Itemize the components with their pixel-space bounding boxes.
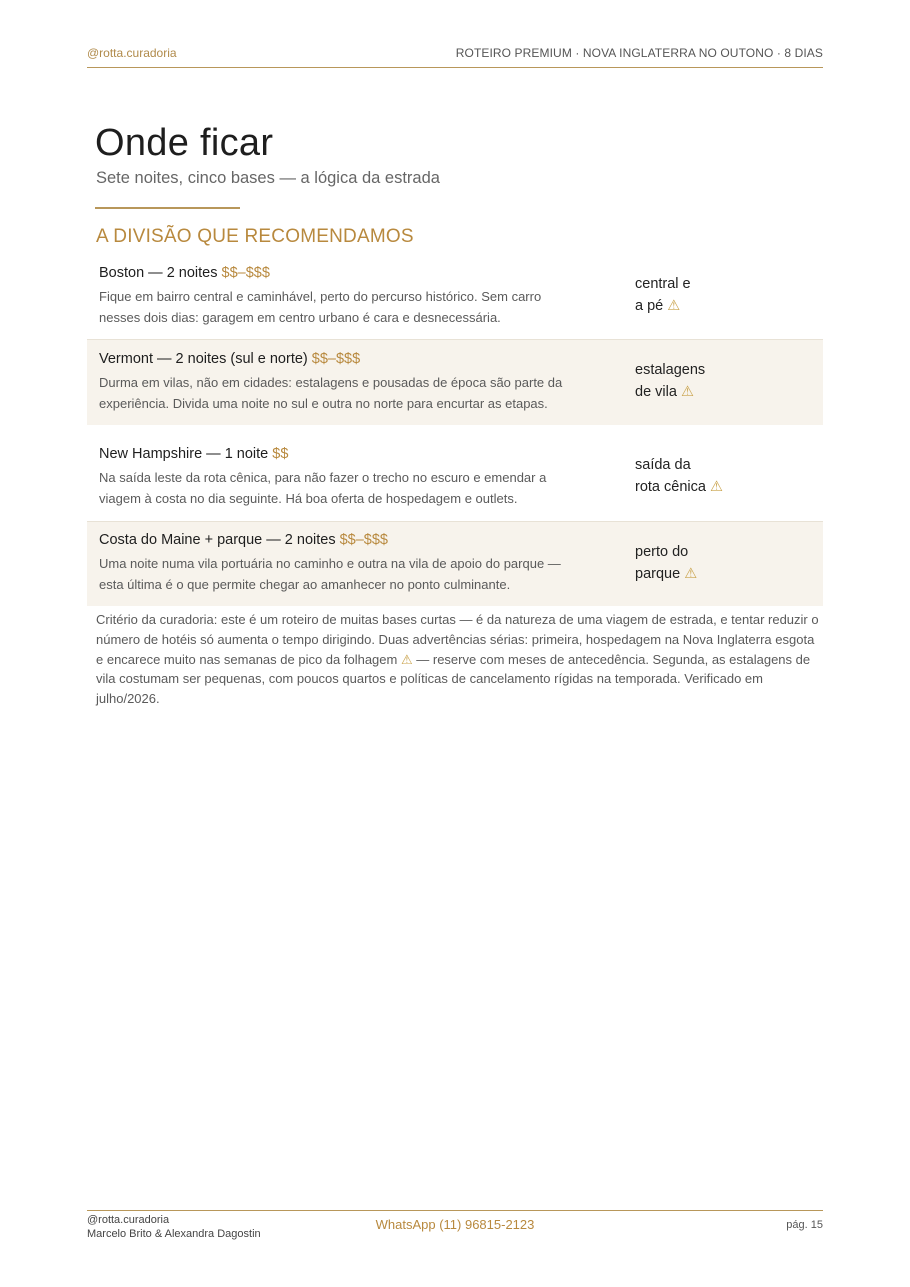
lodging-place <box>99 265 270 281</box>
place-name: Boston — 2 noites <box>99 265 218 281</box>
tag-line: estalagens <box>635 362 706 378</box>
lodging-place <box>99 351 360 367</box>
tag-line: rota cênica <box>635 478 706 495</box>
tag-line: parque <box>635 565 681 582</box>
price-range: $$–$$$ <box>221 265 270 281</box>
description-line: esta última é o que permite chegar ao amanhecer no ponto culminante. <box>99 577 511 592</box>
place-name: Costa do Maine + parque — 2 noites <box>99 532 336 548</box>
tag-line: a pé <box>635 297 664 314</box>
lodging-place <box>99 446 288 462</box>
page-subtitle: Sete noites, cinco bases — a lógica da estrada <box>96 169 440 187</box>
description-line: experiência. Divida uma noite no sul e outra no norte para encurtar as etapas. <box>99 396 548 411</box>
warning-icon: ⚠ <box>680 383 694 400</box>
footer-divider <box>87 1210 823 1211</box>
tag-line: saída da <box>635 457 691 473</box>
lodging-tag <box>635 360 795 403</box>
tag-line: central e <box>635 276 691 292</box>
lodging-description <box>99 286 599 328</box>
description-line: Durma em vilas, não em cidades: estalagens e pousadas de época são parte da <box>99 375 563 390</box>
footer-whatsapp: WhatsApp (11) 96815-2123 <box>375 1217 535 1232</box>
description-line: nesses dois dias: garagem em centro urbano é cara e desnecessária. <box>99 310 501 325</box>
footer-handle: @rotta.curadoria <box>87 1214 170 1226</box>
lodging-tag <box>635 542 795 585</box>
warning-icon: ⚠ <box>684 565 698 582</box>
price-range: $$ <box>272 446 289 462</box>
description-line: Uma noite numa vila portuária no caminho e outra na vila de apoio do parque — <box>99 556 561 571</box>
lodging-tag <box>635 274 795 317</box>
lodging-description <box>99 553 599 595</box>
section-heading: A DIVISÃO QUE RECOMENDAMOS <box>96 226 414 247</box>
price-range: $$–$$$ <box>339 532 388 548</box>
header-doc-title: ROTEIRO PREMIUM · NOVA INGLATERRA NO OUTONO · 8 DIAS <box>455 46 823 60</box>
place-name: Vermont — 2 noites (sul e norte) <box>99 351 308 367</box>
lodging-description <box>99 372 599 414</box>
warning-icon: ⚠ <box>709 478 723 495</box>
footer-authors: Marcelo Brito & Alexandra Dagostin <box>87 1228 261 1240</box>
warning-icon: ⚠ <box>400 651 413 667</box>
lodging-row-boston <box>87 255 823 340</box>
lodging-place <box>99 532 388 548</box>
page-number: pág. 15 <box>786 1219 823 1231</box>
place-name: New Hampshire — 1 noite <box>99 446 269 462</box>
description-line: Fique em bairro central e caminhável, perto do percurso histórico. Sem carro <box>99 289 542 304</box>
price-range: $$–$$$ <box>311 351 361 367</box>
note-text: — reserve com meses de antecedência. Segunda, as estalagens de vila costumam ser pequenas, com poucos quartos e políticas de cancelamento rígidas na temporada. Verificado em julho/2026. <box>96 651 811 707</box>
title-underline <box>95 207 240 209</box>
note-text: Critério da curadoria: este é um roteiro de muitas bases curtas — é da natureza de uma viagem de estrada, e tentar reduzir o número de hotéis só aumenta o tempo dirigindo. Duas advertências sérias: primeira, hospedagem na Nova Inglaterra esgota e encarece muito nas semanas de pico da folhagem <box>96 612 819 667</box>
lodging-row-maine <box>87 522 823 606</box>
description-line: Na saída leste da rota cênica, para não fazer o trecho no escuro e emendar a <box>99 470 547 485</box>
lodging-tag <box>635 455 795 498</box>
page-header <box>87 46 823 68</box>
lodging-row-new-hampshire <box>87 425 823 522</box>
tag-line: de vila <box>635 383 677 400</box>
header-handle: @rotta.curadoria <box>87 46 177 60</box>
lodging-row-vermont <box>87 340 823 425</box>
page-title: Onde ficar <box>95 122 274 164</box>
lodging-table <box>87 255 823 606</box>
tag-line: perto do <box>635 544 689 560</box>
description-line: viagem à costa no dia seguinte. Há boa oferta de hospedagem e outlets. <box>99 491 518 506</box>
warning-icon: ⚠ <box>667 297 681 314</box>
curation-note <box>96 610 821 709</box>
lodging-description <box>99 467 599 509</box>
